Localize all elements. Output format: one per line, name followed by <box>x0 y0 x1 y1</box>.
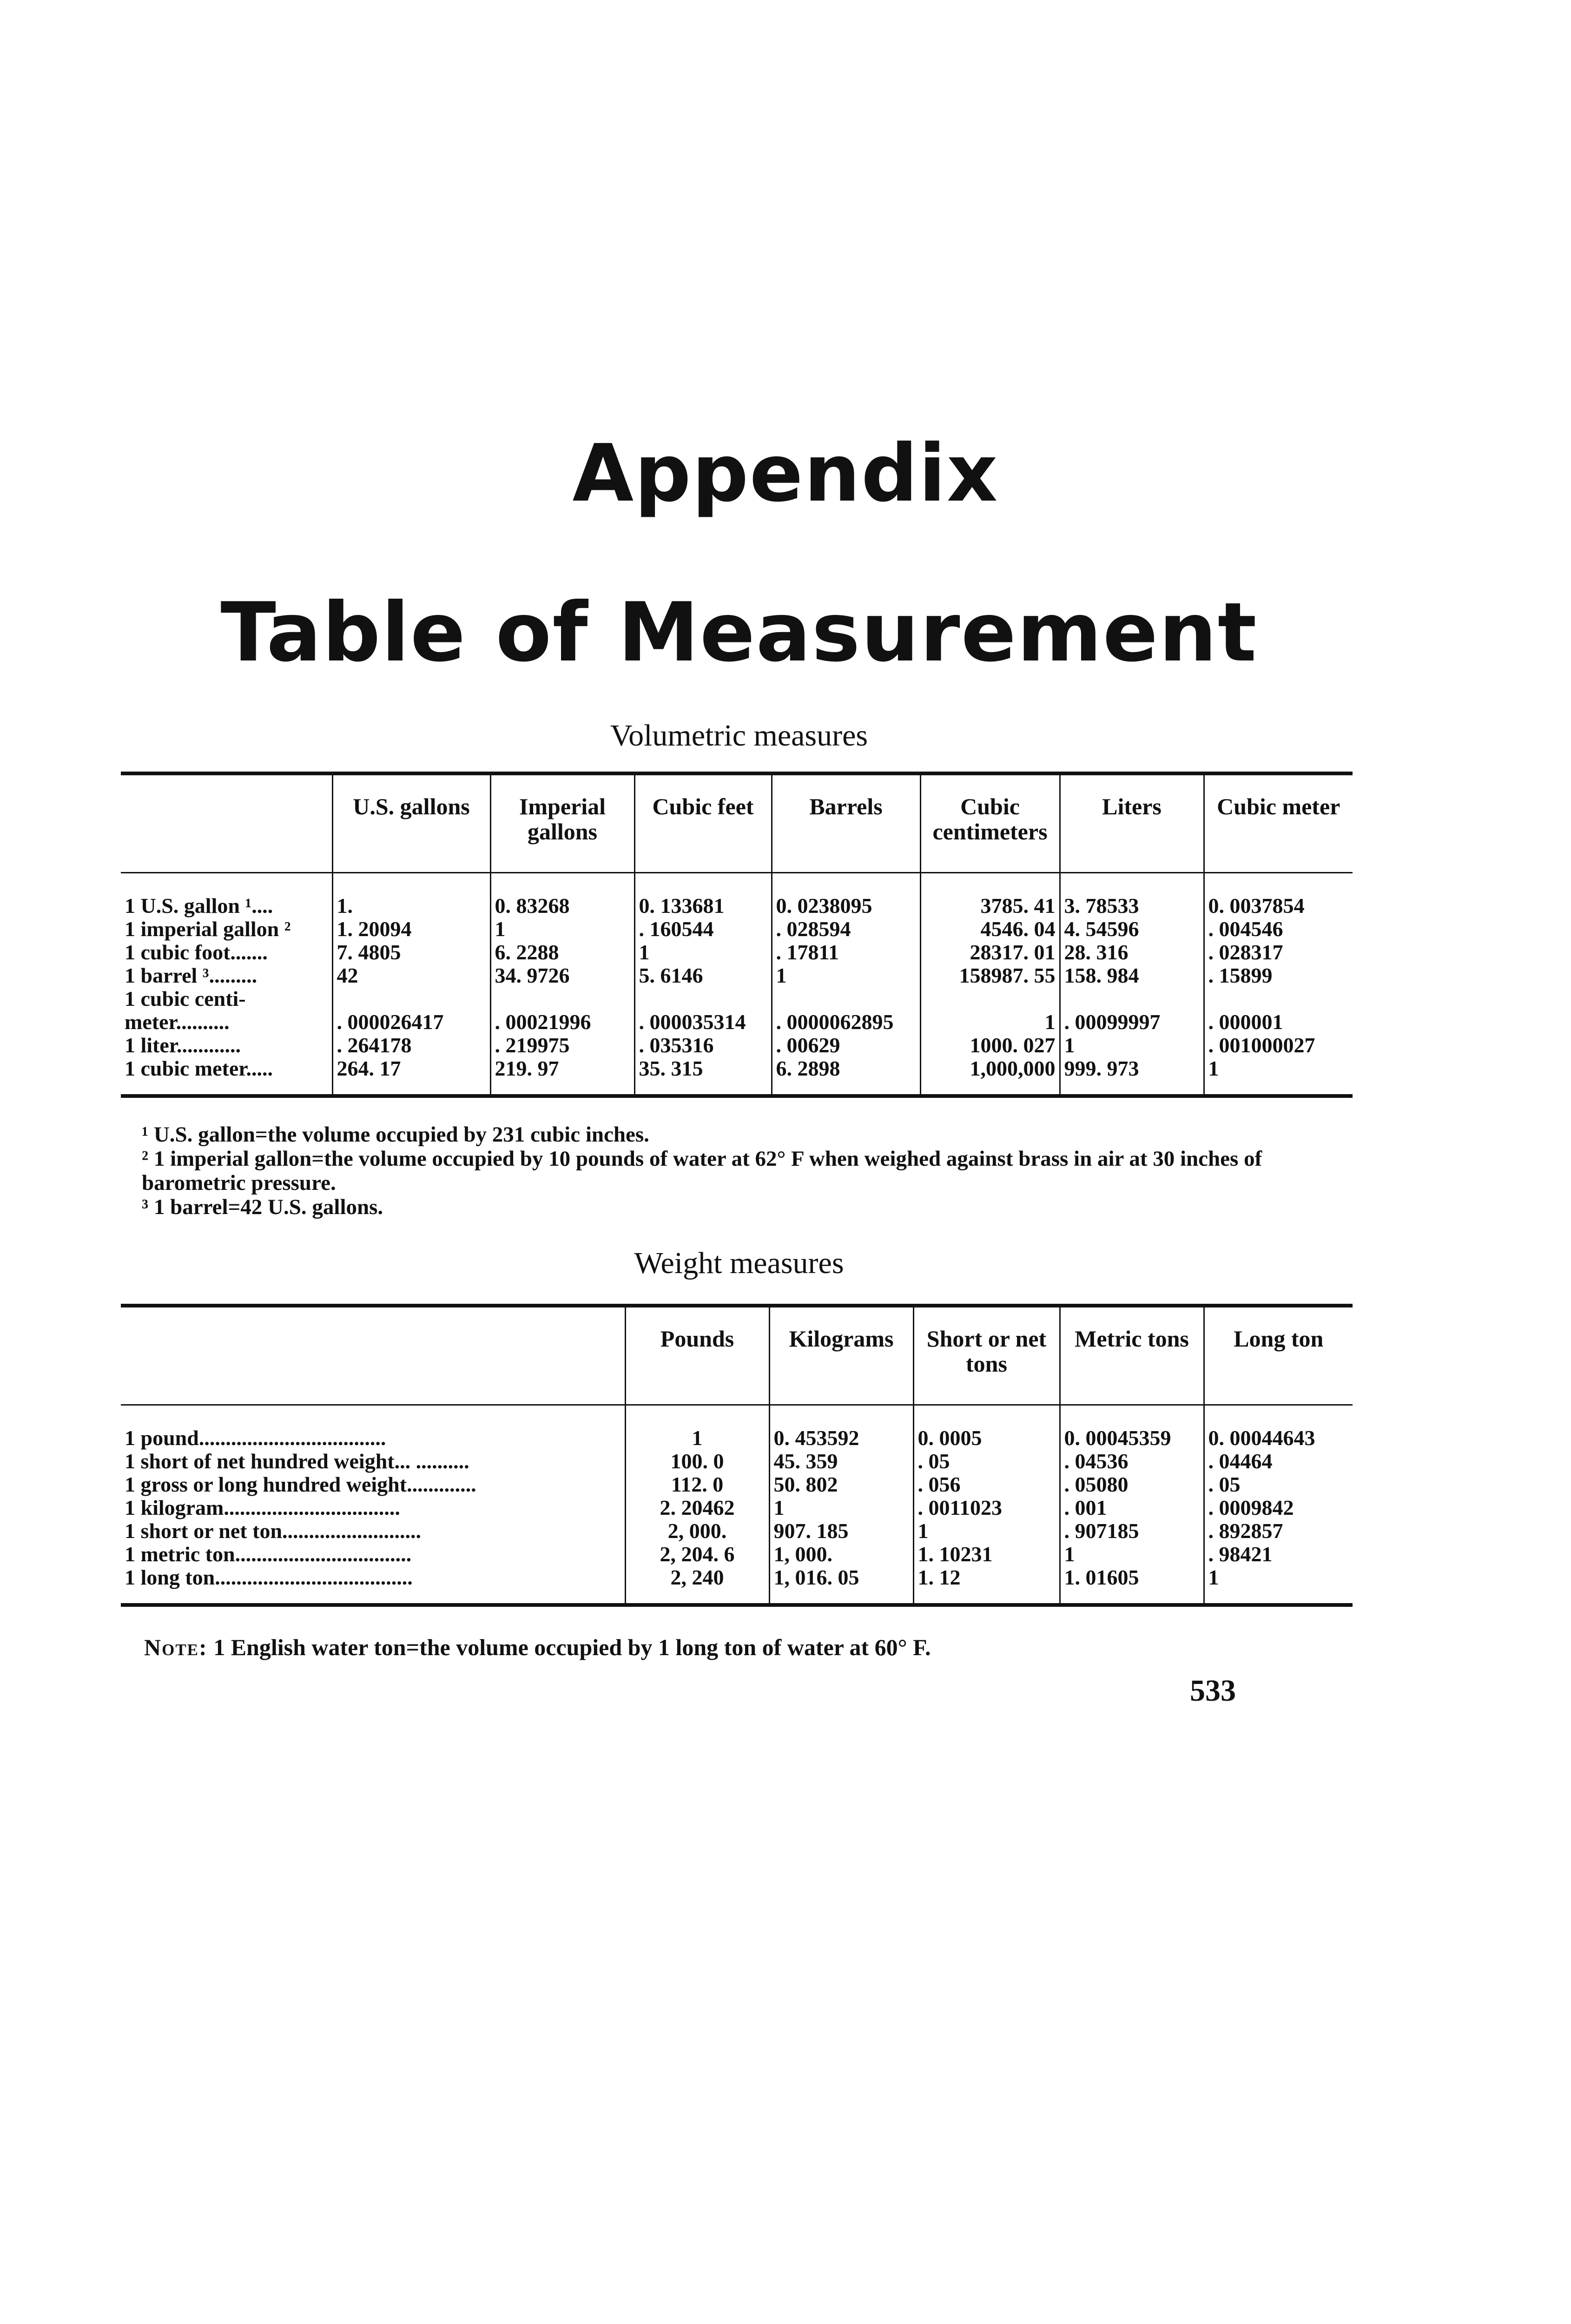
row-label: 1 imperial gallon ² <box>125 918 291 941</box>
table-cell <box>490 987 634 1010</box>
table-cell: 28. 316 <box>1060 941 1204 964</box>
table-cell: 1. 20094 <box>332 918 490 941</box>
column-header: Barrels <box>772 773 920 873</box>
table-cell: . 05080 <box>1060 1473 1204 1496</box>
table-cell: 0. 0005 <box>913 1405 1060 1450</box>
note-label: Note: <box>144 1634 208 1660</box>
column-header: Short or net tons <box>913 1306 1060 1405</box>
column-header <box>121 1306 625 1405</box>
row-label: 1 U.S. gallon ¹.... <box>125 894 273 918</box>
table-cell: 2, 000. <box>625 1519 769 1543</box>
table-cell: 7. 4805 <box>332 941 490 964</box>
table-cell: 3. 78533 <box>1060 873 1204 918</box>
table-cell: . 00021996 <box>490 1010 634 1034</box>
footnote: ³ 1 barrel=42 U.S. gallons. <box>142 1195 383 1219</box>
table-row <box>121 1057 1353 1096</box>
column-header: Kilograms <box>769 1306 913 1405</box>
row-label: 1 pound................................... <box>125 1426 386 1450</box>
weight-header-row <box>121 1306 1353 1405</box>
column-header: U.S. gallons <box>332 773 490 873</box>
table-row <box>121 918 1353 941</box>
table-cell: . 98421 <box>1204 1543 1353 1566</box>
column-header: Cubic feet <box>634 773 772 873</box>
row-label: 1 short or net ton.......................... <box>125 1519 422 1543</box>
table-cell <box>1204 987 1353 1010</box>
table-row <box>121 964 1353 987</box>
table-cell: 0. 0238095 <box>772 873 920 918</box>
table-cell: . 04536 <box>1060 1450 1204 1473</box>
column-header <box>121 773 332 873</box>
row-label: 1 metric ton................................. <box>125 1543 412 1566</box>
table-cell: 4546. 04 <box>920 918 1060 941</box>
table-cell: . 00099997 <box>1060 1010 1204 1034</box>
table-cell: 2. 20462 <box>625 1496 769 1519</box>
table-cell: . 04464 <box>1204 1450 1353 1473</box>
table-cell: 1,000,000 <box>920 1057 1060 1096</box>
table-cell: 1. 12 <box>913 1566 1060 1605</box>
table-row <box>121 1010 1353 1034</box>
table-cell: 999. 973 <box>1060 1057 1204 1096</box>
volumetric-title: Volumetric measures <box>610 719 868 753</box>
table-cell: 100. 0 <box>625 1450 769 1473</box>
table-cell: 1 <box>772 964 920 987</box>
table-cell: 0. 133681 <box>634 873 772 918</box>
table-row <box>121 1566 1353 1605</box>
row-label: 1 liter............ <box>125 1034 241 1057</box>
table-cell <box>332 987 490 1010</box>
volumetric-footnotes <box>121 1122 1353 1219</box>
table-cell: 35. 315 <box>634 1057 772 1096</box>
table-cell: . 219975 <box>490 1034 634 1057</box>
table-cell: 50. 802 <box>769 1473 913 1496</box>
table-cell: . 15899 <box>1204 964 1353 987</box>
table-cell: . 004546 <box>1204 918 1353 941</box>
table-cell: 158. 984 <box>1060 964 1204 987</box>
page-number: 533 <box>1190 1674 1236 1708</box>
table-cell: . 056 <box>913 1473 1060 1496</box>
table-cell: . 001000027 <box>1204 1034 1353 1057</box>
row-label: 1 barrel ³......... <box>125 964 257 987</box>
table-cell: 0. 83268 <box>490 873 634 918</box>
table-cell: 6. 2288 <box>490 941 634 964</box>
table-cell: 1 <box>1204 1057 1353 1096</box>
table-cell: 0. 0037854 <box>1204 873 1353 918</box>
table-cell: 907. 185 <box>769 1519 913 1543</box>
table-row <box>121 1543 1353 1566</box>
table-cell: 112. 0 <box>625 1473 769 1496</box>
row-label: 1 cubic centi- <box>125 987 246 1010</box>
table-cell: 264. 17 <box>332 1057 490 1096</box>
table-cell <box>1060 987 1204 1010</box>
table-cell: 1 <box>625 1405 769 1450</box>
weight-title: Weight measures <box>634 1246 844 1280</box>
table-cell: 0. 453592 <box>769 1405 913 1450</box>
table-cell: . 907185 <box>1060 1519 1204 1543</box>
table-cell: . 028594 <box>772 918 920 941</box>
table-cell: 5. 6146 <box>634 964 772 987</box>
table-cell: . 160544 <box>634 918 772 941</box>
table-cell: 1. 10231 <box>913 1543 1060 1566</box>
table-cell: 1 <box>920 1010 1060 1034</box>
table-cell: 1 <box>913 1519 1060 1543</box>
row-label: 1 gross or long hundred weight............. <box>125 1473 476 1496</box>
table-cell: . 264178 <box>332 1034 490 1057</box>
table-cell <box>772 987 920 1010</box>
note <box>144 1634 1353 1661</box>
column-header: Liters <box>1060 773 1204 873</box>
volumetric-table <box>121 772 1353 1098</box>
table-row <box>121 1450 1353 1473</box>
table-cell: 3785. 41 <box>920 873 1060 918</box>
table-row <box>121 987 1353 1010</box>
row-label: 1 cubic foot....... <box>125 941 268 964</box>
table-cell: 1 <box>1060 1543 1204 1566</box>
table-row <box>121 1405 1353 1450</box>
table-cell: . 05 <box>913 1450 1060 1473</box>
table-cell: . 035316 <box>634 1034 772 1057</box>
table-row <box>121 1519 1353 1543</box>
table-cell: 42 <box>332 964 490 987</box>
table-row <box>121 1034 1353 1057</box>
table-cell: . 000035314 <box>634 1010 772 1034</box>
page-title: Table of Measurement <box>220 586 1258 680</box>
table-row <box>121 941 1353 964</box>
table-row <box>121 1496 1353 1519</box>
table-cell: 1 <box>490 918 634 941</box>
weight-table <box>121 1304 1353 1607</box>
row-label: 1 kilogram................................. <box>125 1496 400 1519</box>
column-header: Imperial gallons <box>490 773 634 873</box>
column-header: Long ton <box>1204 1306 1353 1405</box>
table-cell: . 000026417 <box>332 1010 490 1034</box>
table-cell: 45. 359 <box>769 1450 913 1473</box>
table-cell: 1 <box>1204 1566 1353 1605</box>
row-label: 1 long ton..................................... <box>121 1566 625 1605</box>
column-header: Metric tons <box>1060 1306 1204 1405</box>
table-cell: 1 <box>634 941 772 964</box>
table-cell: 1000. 027 <box>920 1034 1060 1057</box>
table-cell: . 0000062895 <box>772 1010 920 1034</box>
table-cell: 1, 000. <box>769 1543 913 1566</box>
table-cell: 0. 00044643 <box>1204 1405 1353 1450</box>
table-cell: 158987. 55 <box>920 964 1060 987</box>
column-header: Pounds <box>625 1306 769 1405</box>
table-cell: 1. 01605 <box>1060 1566 1204 1605</box>
table-cell: 4. 54596 <box>1060 918 1204 941</box>
column-header: Cubic meter <box>1204 773 1353 873</box>
table-cell: . 0011023 <box>913 1496 1060 1519</box>
table-cell <box>634 987 772 1010</box>
footnote: ² 1 imperial gallon=the volume occupied by 10 pounds of water at 62° F when weighed against brass in air at 30 inches of barometric pressure. <box>142 1147 1262 1195</box>
table-cell: 28317. 01 <box>920 941 1060 964</box>
table-cell: 6. 2898 <box>772 1057 920 1096</box>
row-label: 1 short of net hundred weight... .......... <box>125 1450 469 1473</box>
table-cell: 1, 016. 05 <box>769 1566 913 1605</box>
table-cell: 1 <box>769 1496 913 1519</box>
table-cell: 2, 204. 6 <box>625 1543 769 1566</box>
table-cell: . 892857 <box>1204 1519 1353 1543</box>
note-text: 1 English water ton=the volume occupied by 1 long ton of water at 60° F. <box>213 1634 931 1660</box>
table-cell: 0. 00045359 <box>1060 1405 1204 1450</box>
appendix-heading: Appendix <box>572 428 999 520</box>
row-label: 1 cubic meter..... <box>121 1057 332 1096</box>
table-cell: 1 <box>1060 1034 1204 1057</box>
table-cell: . 0009842 <box>1204 1496 1353 1519</box>
table-cell: 34. 9726 <box>490 964 634 987</box>
table-cell: . 00629 <box>772 1034 920 1057</box>
table-cell: . 000001 <box>1204 1010 1353 1034</box>
table-cell: 2, 240 <box>625 1566 769 1605</box>
table-row <box>121 1473 1353 1496</box>
row-label: meter.......... <box>125 1010 230 1034</box>
table-cell: 219. 97 <box>490 1057 634 1096</box>
table-cell: . 05 <box>1204 1473 1353 1496</box>
table-row <box>121 873 1353 918</box>
table-cell: . 028317 <box>1204 941 1353 964</box>
table-cell: . 001 <box>1060 1496 1204 1519</box>
table-cell <box>920 987 1060 1010</box>
table-cell: 1. <box>332 873 490 918</box>
table-cell: . 17811 <box>772 941 920 964</box>
volumetric-header-row <box>121 773 1353 873</box>
column-header: Cubic centimeters <box>920 773 1060 873</box>
footnote: ¹ U.S. gallon=the volume occupied by 231 cubic inches. <box>142 1122 649 1147</box>
